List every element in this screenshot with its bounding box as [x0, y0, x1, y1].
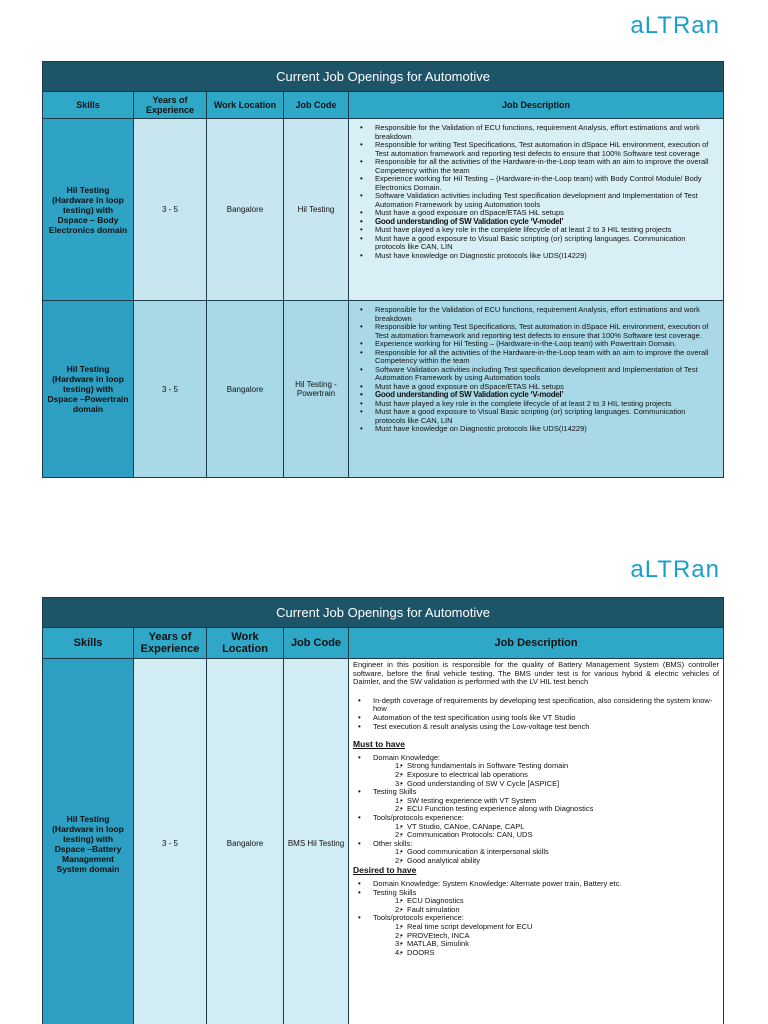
requirement-item: • 4. DOORS	[395, 949, 719, 958]
table-title: Current Job Openings for Automotive	[43, 62, 724, 92]
desired-heading: Desired to have	[353, 865, 417, 876]
requirement-item: • 2. PROVEtech, INCA	[395, 932, 719, 941]
group-label: Testing Skills	[373, 787, 417, 797]
description-bullet: • In-depth coverage of requirements by developing test specification, also considering the system know-how	[353, 697, 719, 714]
requirement-item: • 3. Good understanding of SW V Cycle [ASPICE]	[395, 780, 719, 789]
requirement-item: • 1. SW testing experience with VT System	[395, 797, 719, 806]
description-bullet: • Must have a good exposure on dSpace/ETAS HiL setups	[355, 209, 717, 218]
description-intro: Engineer in this position is responsible for the quality of Battery Management System (BMS) controller software, before the final vehicle testing. The BMS under test is for various hybrid & electric vehicles of Daimler, and the SW validation is performed with the LV HIL test bench	[353, 660, 720, 687]
description-bullet: • Must have a good exposure on dSpace/ETAS HiL setups	[355, 383, 717, 392]
requirement-item: • 2. Exposure to electrical lab operations	[395, 771, 719, 780]
description-bullet: • Software Validation activities including Test specification development and Implementation of Test Automation Framework by using Automation tools	[355, 192, 717, 209]
altran-logo: aLTRan	[630, 556, 720, 583]
description-bullet: • Test execution & result analysis using the Low-voltage test bench	[353, 723, 719, 732]
header-years: Years of Experience	[134, 92, 207, 119]
requirement-item: • 2. Fault simulation	[395, 906, 719, 915]
group-label: Tools/protocols experience:	[373, 913, 464, 923]
header-location: Work Location	[207, 628, 284, 659]
job-openings-table-1	[42, 61, 724, 478]
table-title: Current Job Openings for Automotive	[43, 598, 724, 628]
description-bullet: • Good understanding of SW Validation cycle ‘V-model’	[355, 391, 717, 400]
job-description-cell	[349, 301, 724, 478]
requirement-item: • 1. Strong fundamentals in Software Testing domain	[395, 762, 719, 771]
job-code-cell: Hil Testing - Powertrain	[284, 301, 349, 478]
job-description-cell	[349, 659, 724, 1024]
description-bullet: • Must have played a key role in the complete lifecycle of at least 2 to 3 HIL testing projects	[355, 400, 717, 409]
table-row	[43, 659, 724, 1024]
header-skills: Skills	[43, 628, 134, 659]
header-job-description: Job Description	[349, 92, 724, 119]
requirement-item: • 1. Good communication & interpersonal skills	[395, 848, 719, 857]
description-bullet: • Must have knowledge on Diagnostic protocols like UDS(I14229)	[355, 425, 717, 434]
description-bullet: • Must have knowledge on Diagnostic protocols like UDS(I14229)	[355, 252, 717, 261]
group-label: Testing Skills	[373, 887, 417, 897]
description-bullet: • Responsible for the Validation of ECU functions, requirement Analysis, effort estimations and work breakdown	[355, 306, 717, 323]
skill-cell: Hil Testing (Hardware in loop testing) with Dspace –Powertrain domain	[43, 301, 134, 478]
description-bullet: • Responsible for all the activities of the Hardware-in-the-Loop team with an aim to improve the overall Competency within the team	[355, 349, 717, 366]
requirement-group: • Domain Knowledge: System Knowledge: Alternate power train, Battery etc.	[353, 880, 719, 889]
description-bullet: • Software Validation activities including Test specification development and Implementation of Test Automation Framework by using Automation tools	[355, 366, 717, 383]
description-bullet: • Experience working for Hil Testing – (Hardware-in-the-Loop team) with Powertrain Domain.	[355, 340, 717, 349]
description-bullet: • Automation of the test specification using tools like VT Studio	[353, 714, 719, 723]
table-row	[43, 301, 724, 478]
job-code-cell: BMS Hil Testing	[284, 659, 349, 1024]
requirement-group	[353, 814, 719, 840]
group-label: Domain Knowledge:	[373, 752, 441, 762]
group-label: Tools/protocols experience:	[373, 812, 464, 822]
requirement-group	[353, 754, 719, 788]
job-description-cell	[349, 119, 724, 301]
requirement-group	[353, 889, 719, 915]
job-code-cell: Hil Testing	[284, 119, 349, 301]
must-have-heading: Must to have	[353, 739, 405, 750]
location-cell: Bangalore	[207, 659, 284, 1024]
requirement-group	[353, 914, 719, 957]
group-label: Other skills:	[373, 838, 413, 848]
header-job-code: Job Code	[284, 628, 349, 659]
years-cell: 3 - 5	[134, 659, 207, 1024]
requirement-item: • 2. ECU Function testing experience along with Diagnostics	[395, 805, 719, 814]
job-openings-table-2	[42, 597, 724, 1024]
requirement-item: • 2. Good analytical ability	[395, 857, 719, 866]
description-bullet: • Must have a good exposure to Visual Basic scripting (or) scripting languages. Communication protocols like CAN, LIN	[355, 235, 717, 252]
header-years: Years of Experience	[134, 628, 207, 659]
description-bullet: • Responsible for writing Test Specifications, Test automation in dSpace HiL environment, execution of Test automation framework and reporting test defects to ensure that 100% Software test coverage.	[355, 323, 717, 340]
years-cell: 3 - 5	[134, 301, 207, 478]
requirement-group	[353, 840, 719, 866]
description-bullet: • Responsible for the Validation of ECU functions, requirement Analysis, effort estimations and work breakdown	[355, 124, 717, 141]
requirement-item: • 1. Real time script development for ECU	[395, 923, 719, 932]
skill-cell: Hil Testing (Hardware in loop testing) with Dspace –Battery Management System domain	[43, 659, 134, 1024]
years-cell: 3 - 5	[134, 119, 207, 301]
description-bullet: • Responsible for all the activities of the Hardware-in-the-Loop team with an aim to improve the overall Competency within the team	[355, 158, 717, 175]
skill-cell: Hil Testing (Hardware in loop testing) with Dspace – Body Electronics domain	[43, 119, 134, 301]
requirement-item: • 1. VT Studio, CANoe, CANape, CAPL	[395, 823, 719, 832]
requirement-item: • 3. MATLAB, Simulink	[395, 940, 719, 949]
header-job-code: Job Code	[284, 92, 349, 119]
location-cell: Bangalore	[207, 119, 284, 301]
table-row	[43, 119, 724, 301]
description-bullet: • Must have a good exposure to Visual Basic scripting (or) scripting languages. Communication protocols like CAN, LIN	[355, 408, 717, 425]
header-job-description: Job Description	[349, 628, 724, 659]
altran-logo: aLTRan	[630, 12, 720, 39]
header-skills: Skills	[43, 92, 134, 119]
description-bullet: • Experience working for Hil Testing – (Hardware-in-the-Loop team) with Body Control Module/ Body Electronics Domain.	[355, 175, 717, 192]
description-bullet: • Good understanding of SW Validation cycle ‘V-model’	[355, 218, 717, 227]
requirement-item: • 2. Communication Protocols: CAN, UDS	[395, 831, 719, 840]
requirement-item: • 1. ECU Diagnostics	[395, 897, 719, 906]
description-bullet: • Responsible for writing Test Specifications, Test automation in dSpace HiL environment, execution of Test automation framework and reporting test defects to ensure that 100% Software test coverage	[355, 141, 717, 158]
header-location: Work Location	[207, 92, 284, 119]
location-cell: Bangalore	[207, 301, 284, 478]
description-bullet: • Must have played a key role in the complete lifecycle of at least 2 to 3 HIL testing projects	[355, 226, 717, 235]
requirement-group	[353, 788, 719, 814]
